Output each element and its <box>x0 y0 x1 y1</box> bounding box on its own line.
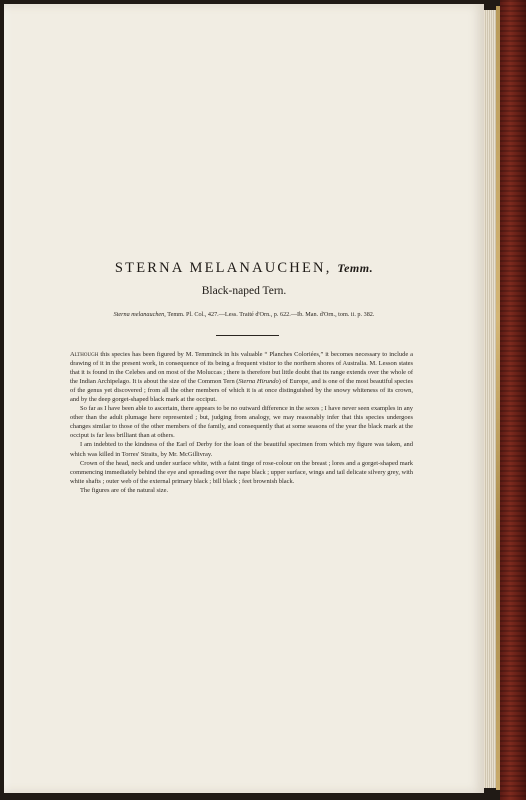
species-name: STERNA MELANAUCHEN, <box>114 260 332 276</box>
paragraph-lead-word: Although <box>70 351 99 358</box>
paragraph-2: So far as I have been able to ascertain, there appears to be no outward difference in the sexes ; I have never seen examples in any other than the adult plumage here represented ; but, judging from analogy, we may reasonably infer that this species undergoes changes similar to those of the other members of the family, and consequently that at some seasons of the year the black mark at the occiput is far less brilliant than at others. <box>70 405 413 440</box>
book-page <box>4 4 484 793</box>
paragraph-4: Crown of the head, neck and under surface white, with a faint tinge of rose-colour on the breast ; lores and a gorget-shaped mark commencing immediately behind the eye and spreading over the nape black ; upper surface, wings and tail delicate silvery grey, with white shafts ; outer web of the external primary black ; bill black ; feet brownish black. <box>70 459 413 485</box>
synonymy-references: Temm. Pl. Col., 427.—Less. Traité d'Orn., p. 622.—Ib. Man. d'Orn., tom. ii. p. 382. <box>167 311 375 318</box>
section-divider <box>216 335 279 336</box>
article-body <box>70 350 413 495</box>
paragraph-1-italic: Sterna Hirundo <box>238 378 279 386</box>
paragraph-1-text-a: this species has been figured by M. Temminck in his valuable “ Planches Coloriées,” it becomes necessary to include a drawing of it in the present work, in consequence of its being a frequent visitor to the northern shores of Australia. M. Lesson states that it is found in the Celebes and on most of the Moluccas ; there is therefore but little doubt that its range extends over the whole of the Indian Archipelago. It is about the size of the Common Tern ( <box>70 351 413 386</box>
synonymy-species: Sterna melanauchen, <box>113 311 166 318</box>
plate-title <box>4 260 484 277</box>
book-binding <box>500 0 526 800</box>
paragraph-3: I am indebted to the kindness of the Earl of Derby for the loan of the beautiful specimen from which my figure was taken, and which was killed in Torres' Straits, by Mr. McGillivray. <box>70 441 413 458</box>
common-name: Black-naped Tern. <box>201 285 287 297</box>
page-stack-edges <box>484 10 496 788</box>
paragraph-1 <box>70 350 413 404</box>
species-author: Temm. <box>337 261 374 275</box>
gilt-page-edge <box>496 6 500 790</box>
paragraph-5: The figures are of the natural size. <box>80 486 169 494</box>
paragraph-1-text-b: ) of Europe, and is one of the most beautiful species of the genus yet discovered ; from all the other members of which it is at once distinguished by the snowy whiteness of its crown, and by the deep gorget-shaped black mark at the occiput. <box>70 378 414 404</box>
synonymy-line <box>4 311 484 318</box>
